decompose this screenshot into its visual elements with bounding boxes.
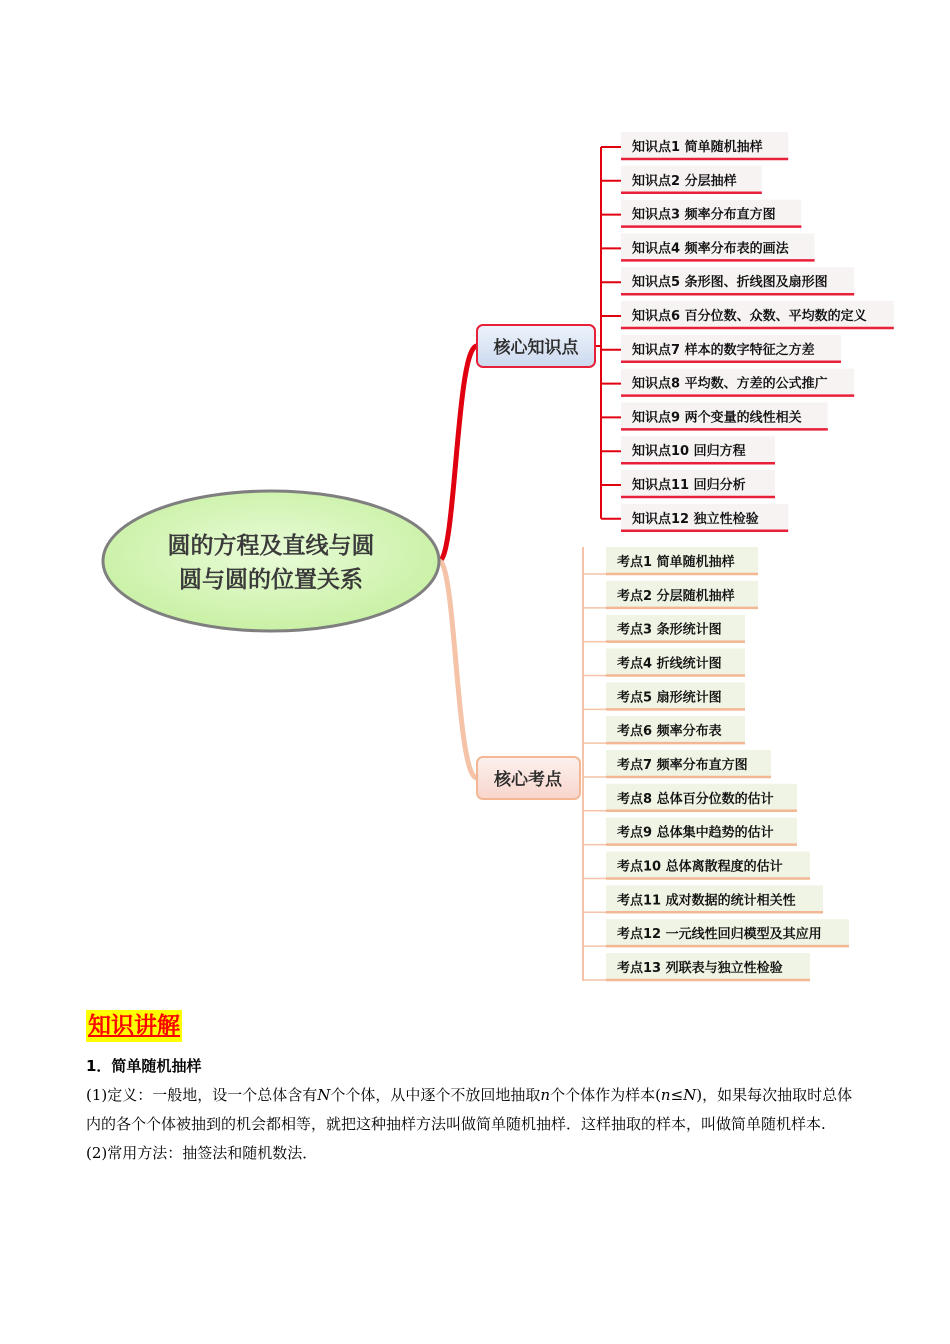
exam-point-item[interactable] bbox=[583, 581, 758, 608]
knowledge-point-label: 知识点10 回归方程 bbox=[632, 444, 746, 460]
article-body bbox=[86, 1052, 866, 1168]
exam-point-item[interactable] bbox=[583, 885, 823, 912]
exam-point-label: 考点3 条形统计图 bbox=[617, 622, 722, 638]
def-text-c: 个个体作为样本( bbox=[550, 1086, 661, 1104]
exam-point-item[interactable] bbox=[583, 716, 745, 743]
exam-point-item[interactable] bbox=[583, 547, 758, 574]
knowledge-point-label: 知识点5 条形图、折线图及扇形图 bbox=[632, 275, 828, 291]
knowledge-point-item[interactable] bbox=[601, 436, 775, 463]
exam-point-label: 考点8 总体百分位数的估计 bbox=[617, 791, 774, 807]
branch-knowledge-node[interactable] bbox=[477, 325, 595, 367]
def-var-n-2: n bbox=[660, 1086, 671, 1104]
knowledge-point-item[interactable] bbox=[601, 470, 775, 497]
exam-point-item[interactable] bbox=[583, 919, 849, 946]
knowledge-point-item[interactable] bbox=[601, 504, 788, 531]
knowledge-point-item[interactable] bbox=[601, 233, 815, 260]
section-heading: 知识讲解 bbox=[86, 1010, 182, 1042]
knowledge-point-item[interactable] bbox=[601, 301, 894, 328]
knowledge-point-label: 知识点4 频率分布表的画法 bbox=[632, 241, 789, 257]
exam-point-label: 考点1 简单随机抽样 bbox=[617, 555, 735, 570]
exam-points-list bbox=[583, 547, 849, 980]
knowledge-point-label: 知识点2 分层抽样 bbox=[632, 173, 737, 189]
branch-knowledge-label: 核心知识点 bbox=[493, 338, 579, 358]
exam-point-label: 考点4 折线统计图 bbox=[617, 656, 722, 672]
knowledge-point-item[interactable] bbox=[601, 335, 841, 362]
exam-point-item[interactable] bbox=[583, 851, 810, 878]
subheading-simple-random-sampling: 1．简单随机抽样 bbox=[86, 1057, 202, 1075]
root-title-line1: 圆的方程及直线与圆 bbox=[167, 533, 375, 559]
knowledge-point-item[interactable] bbox=[601, 267, 854, 294]
exam-point-item[interactable] bbox=[583, 648, 745, 675]
exam-point-item[interactable] bbox=[583, 682, 745, 709]
exam-point-label: 考点11 成对数据的统计相关性 bbox=[617, 893, 796, 909]
knowledge-point-label: 知识点9 两个变量的线性相关 bbox=[632, 410, 802, 426]
exam-point-item[interactable] bbox=[583, 615, 745, 642]
exam-point-item[interactable] bbox=[583, 818, 797, 845]
exam-point-label: 考点9 总体集中趋势的估计 bbox=[617, 825, 774, 841]
branch-exam-node[interactable] bbox=[477, 757, 580, 799]
knowledge-point-item[interactable] bbox=[601, 132, 788, 159]
def-text-d: )，如果每次抽取时总体内的各个个体被抽到的机会都相等，就把这种抽样方法叫做简单随机抽样．这样抽取的样本，叫做简单随机样本. bbox=[86, 1086, 853, 1133]
exam-point-item[interactable] bbox=[583, 750, 771, 777]
def-text-b: 个个体，从中逐个不放回地抽取 bbox=[330, 1086, 541, 1104]
knowledge-point-label: 知识点1 简单随机抽样 bbox=[632, 140, 763, 155]
knowledge-points-list bbox=[601, 132, 894, 531]
knowledge-point-label: 知识点11 回归分析 bbox=[632, 478, 746, 493]
knowledge-point-label: 知识点12 独立性检验 bbox=[632, 511, 759, 527]
knowledge-point-item[interactable] bbox=[601, 200, 801, 227]
root-to-knowledge-curve bbox=[439, 346, 477, 561]
knowledge-point-label: 知识点6 百分位数、众数、平均数的定义 bbox=[632, 309, 867, 324]
definition-paragraph bbox=[86, 1081, 866, 1139]
root-node[interactable] bbox=[103, 491, 439, 631]
knowledge-point-item[interactable] bbox=[601, 402, 828, 429]
def-var-N-2: N bbox=[683, 1086, 697, 1104]
knowledge-point-item[interactable] bbox=[601, 166, 762, 193]
exam-point-label: 考点10 总体离散程度的估计 bbox=[617, 859, 783, 875]
exam-point-label: 考点12 一元线性回归模型及其应用 bbox=[617, 927, 822, 943]
exam-point-label: 考点2 分层随机抽样 bbox=[617, 588, 735, 604]
root-to-exam-curve bbox=[439, 561, 477, 778]
def-var-n: n bbox=[540, 1086, 551, 1104]
exam-point-label: 考点7 频率分布直方图 bbox=[617, 757, 748, 773]
knowledge-point-label: 知识点8 平均数、方差的公式推广 bbox=[632, 376, 828, 392]
methods-paragraph: (2)常用方法：抽签法和随机数法． bbox=[86, 1144, 318, 1162]
def-var-N: N bbox=[317, 1086, 331, 1104]
knowledge-point-label: 知识点3 频率分布直方图 bbox=[632, 207, 776, 223]
def-le-sign: ≤ bbox=[670, 1086, 684, 1104]
exam-point-label: 考点5 扇形统计图 bbox=[617, 690, 722, 706]
branch-connectors bbox=[439, 147, 601, 981]
knowledge-point-item[interactable] bbox=[601, 369, 854, 396]
branch-exam-label: 核心考点 bbox=[494, 770, 562, 790]
exam-point-item[interactable] bbox=[583, 953, 810, 980]
def-text-a: (1)定义：一般地，设一个总体含有 bbox=[86, 1086, 318, 1104]
knowledge-point-label: 知识点7 样本的数字特征之方差 bbox=[632, 342, 815, 358]
root-title-line2: 圆与圆的位置关系 bbox=[179, 567, 363, 593]
exam-point-label: 考点6 频率分布表 bbox=[617, 724, 722, 740]
exam-point-label: 考点13 列联表与独立性检验 bbox=[617, 960, 783, 976]
exam-point-item[interactable] bbox=[583, 784, 797, 811]
